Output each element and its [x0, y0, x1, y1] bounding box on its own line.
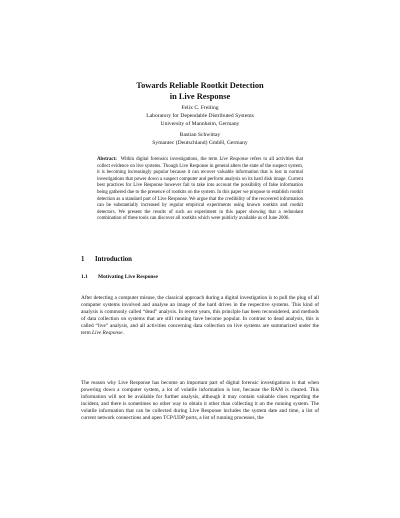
- paragraph-term: Live Response: [92, 330, 123, 337]
- abstract-text: Within digital forensics investigations, the term: [120, 157, 218, 162]
- paragraph-end: .: [122, 330, 124, 337]
- author-affiliation: University of Mannheim, Germany: [160, 121, 240, 128]
- author-block-2: [0, 131, 400, 147]
- author-affiliation: Symantec (Deutschland) GmbH, Germany: [152, 140, 248, 147]
- paragraph-text: The reason why Live Response has become an important part of digital forensic investigations is that when powering down a computer system, a lot of volatile information is lost, because the RAM is cleared. This information will not be available for further analysis, although it may contain valuable clues regarding the incident, and there is sometimes no other way to obtain it other than collecting it on the running system. The volatile information that can be collected during Live Response includes the system date and time, a list of current network connections and open TCP/UDP ports, a list of running processes, the: [81, 380, 319, 422]
- paragraph-text: After detecting a computer misuse, the classical approach during a digital investigation is to pull the plug of all computer systems involved and analyse an image of the hard drives in the respective systems. This kind of analysis is commonly called “dead” analysis. In recent years, this principle has been reconsidered, and methods of data collection on systems that are still running have become popular. In contrast to dead analysis, this is called “live” analysis, and all activities concerning data collection on live systems are summarized under the term: [81, 295, 319, 337]
- body-paragraph: [81, 380, 319, 423]
- author-name: Bastian Schwittay: [179, 132, 221, 138]
- title-line-1: Towards Reliable Rootkit Detection: [136, 81, 264, 90]
- paper-title: [0, 80, 400, 102]
- author-affiliation: Laboratory for Dependable Distributed Systems: [146, 113, 254, 120]
- section-heading: [81, 256, 132, 264]
- title-line-2: in Live Response: [169, 92, 231, 101]
- abstract-term: Live Response: [219, 157, 249, 162]
- section-title: Introduction: [95, 256, 132, 263]
- body-paragraph: [81, 295, 319, 338]
- abstract-label: Abstract:: [97, 157, 117, 162]
- author-name: Felix C. Freiling: [181, 105, 219, 111]
- subsection-number: 1.1: [81, 274, 88, 280]
- section-number: 1: [81, 256, 85, 263]
- abstract-text: refers to all activities that collect evidence on live systems. Though Live Response in general alters the state of the suspect system, it is becoming increasingly popular because it can recover valuable information that is lost in normal investigations that power down a suspect computer and perform analysis on its hard disk image. Current best practices for Live Response however fail to take into account the possibility of false information being gathered due to the presence of rootkits on the system. In this paper we propose to establish rootkit detection as a standard part of Live Response. We argue that the credibility of the recovered information can be substantially increased by regular empirical experiments using known rootkits and rootkit detectors. We present the results of such an experiment in this paper showing that a redundant combination of three tools can discover all rootkits which were publicly available as of June 2006.: [97, 157, 304, 222]
- author-block-1: [0, 104, 400, 128]
- abstract: [97, 157, 303, 223]
- subsection-heading: [81, 274, 158, 281]
- subsection-title: Motivating Live Response: [98, 274, 158, 280]
